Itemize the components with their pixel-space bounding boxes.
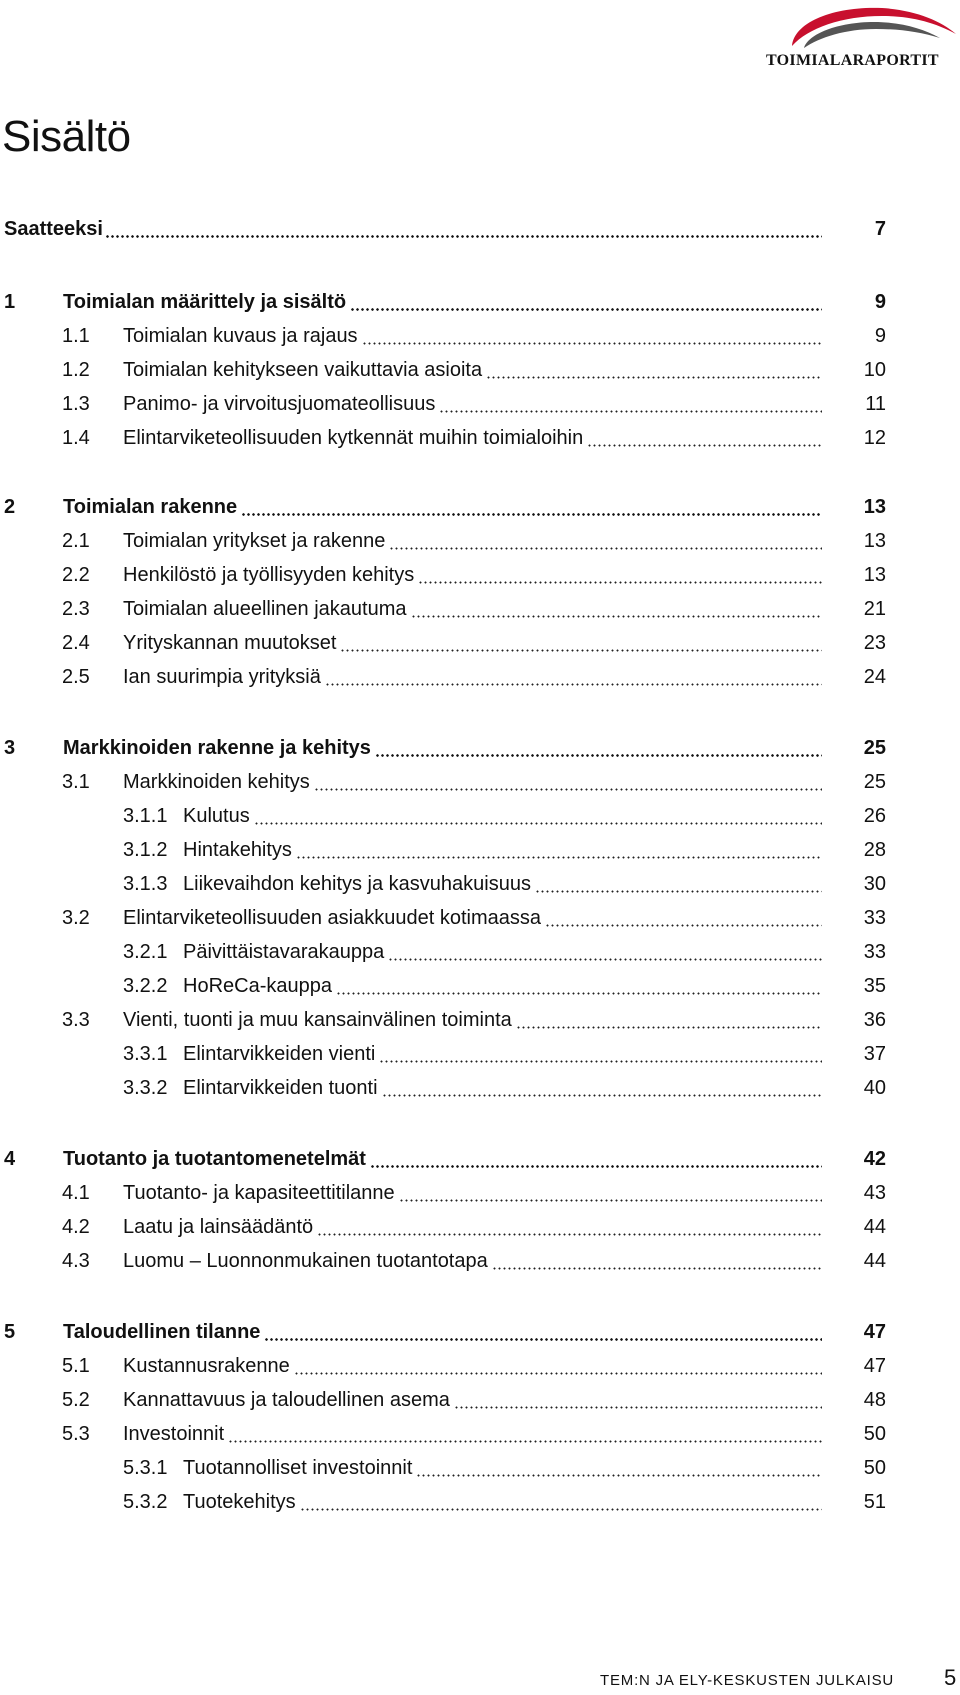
- toc-entry[interactable]: [0, 594, 960, 624]
- toc-entry-page: 36: [863, 1009, 886, 1031]
- toc-entry[interactable]: [0, 1487, 960, 1517]
- toc-entry-page: 35: [863, 975, 886, 997]
- toc-entry-title: Tuotekehitys: [183, 1491, 296, 1513]
- toc-entry-title: HoReCa-kauppa: [183, 975, 332, 997]
- toc-entry[interactable]: [0, 628, 960, 658]
- toc-entry-page: 25: [863, 771, 886, 793]
- toc-entry-number: 2.4: [62, 632, 90, 654]
- toc-entry-page: 42: [863, 1148, 886, 1170]
- toc-entry-page: 47: [863, 1355, 886, 1377]
- toc-entry-title: Markkinoiden rakenne ja kehitys: [63, 737, 371, 759]
- toc-entry[interactable]: [0, 214, 960, 244]
- toc-entry-title: Toimialan yritykset ja rakenne: [123, 530, 386, 552]
- toc-entry[interactable]: [0, 389, 960, 419]
- toc-entry[interactable]: [0, 971, 960, 1001]
- toc-entry-title: Panimo- ja virvoitusjuomateollisuus: [123, 393, 436, 415]
- toc-entry-number: 2.2: [62, 564, 90, 586]
- toc-entry-page: 50: [863, 1457, 886, 1479]
- page-title: Sisältö: [2, 112, 131, 161]
- toc-entry[interactable]: [0, 662, 960, 692]
- toc-entry-title: Kustannusrakenne: [123, 1355, 290, 1377]
- toc-entry-page: 50: [863, 1423, 886, 1445]
- toc-entry-title: Vienti, tuonti ja muu kansainvälinen toiminta: [123, 1009, 512, 1031]
- toc-entry-title: Elintarviketeollisuuden asiakkuudet kotimaassa: [123, 907, 542, 929]
- toc-leader-dots: [105, 235, 822, 238]
- toc-entry[interactable]: [0, 733, 960, 763]
- toc-entry-number: 3.1.2: [123, 839, 168, 861]
- toc-entry-number: 5.3.1: [123, 1457, 168, 1479]
- toc-entry[interactable]: [0, 835, 960, 865]
- toc-entry-number: 5.3.2: [123, 1491, 168, 1513]
- footer-publication: TEM:N JA ELY-KESKUSTEN JULKAISU: [600, 1672, 895, 1689]
- toc-entry-title: Toimialan kuvaus ja rajaus: [123, 325, 358, 347]
- toc-entry-number: 4: [4, 1148, 16, 1170]
- toc-entry-page: 25: [863, 737, 886, 759]
- toc-entry-number: 5.2: [62, 1389, 90, 1411]
- toc-entry-number: 1.4: [62, 427, 90, 449]
- toc-entry-title: Ian suurimpia yrityksiä: [123, 666, 321, 688]
- toc-entry-number: 2.1: [62, 530, 90, 552]
- toc-entry-page: 24: [863, 666, 886, 688]
- toc-entry[interactable]: [0, 801, 960, 831]
- toc-entry-title: Toimialan kehitykseen vaikuttavia asioita: [123, 359, 483, 381]
- toc-entry-page: 23: [863, 632, 886, 654]
- toc-entry[interactable]: [0, 423, 960, 453]
- toc-entry[interactable]: [0, 1453, 960, 1483]
- toc-entry-title: Tuotanto ja tuotantomenetelmät: [63, 1148, 366, 1170]
- toc-entry-title: Luomu – Luonnonmukainen tuotantotapa: [123, 1250, 488, 1272]
- toc-entry-title: Toimialan rakenne: [63, 496, 238, 518]
- toc-entry[interactable]: [0, 287, 960, 317]
- toc-entry-page: 9: [874, 325, 886, 347]
- toc-entry-number: 4.2: [62, 1216, 90, 1238]
- toc-entry-page: 7: [874, 218, 886, 240]
- toc-entry-title: Elintarvikkeiden tuonti: [183, 1077, 378, 1099]
- toc-entry-page: 26: [863, 805, 886, 827]
- toc-entry-page: 9: [874, 291, 886, 313]
- toc-entry[interactable]: [0, 1246, 960, 1276]
- toc-entry-number: 3.2.1: [123, 941, 168, 963]
- toc-entry[interactable]: [0, 869, 960, 899]
- toc-entry-title: Taloudellinen tilanne: [63, 1321, 261, 1343]
- toc-entry-number: 1.3: [62, 393, 90, 415]
- toc-entry-number: 3: [4, 737, 16, 759]
- toc-entry-page: 10: [863, 359, 886, 381]
- toc-entry-page: 30: [863, 873, 886, 895]
- toc-entry-title: Toimialan alueellinen jakautuma: [123, 598, 407, 620]
- toc-entry[interactable]: [0, 355, 960, 385]
- toc-entry-page: 37: [863, 1043, 886, 1065]
- toc-entry-number: 3.3.1: [123, 1043, 168, 1065]
- toc-entry-title: Tuotannolliset investoinnit: [183, 1457, 413, 1479]
- logo-text: TOIMIALARAPORTIT: [766, 52, 939, 69]
- toc-entry-number: 2: [4, 496, 16, 518]
- toc-entry[interactable]: [0, 1317, 960, 1347]
- toc-entry-title: Kannattavuus ja taloudellinen asema: [123, 1389, 450, 1411]
- footer-page-number: 5: [944, 1665, 957, 1690]
- toc-entry[interactable]: [0, 1385, 960, 1415]
- toc-entry-title: Kulutus: [183, 805, 250, 827]
- toc-entry-title: Liikevaihdon kehitys ja kasvuhakuisuus: [183, 873, 531, 895]
- toc-entry-title: Markkinoiden kehitys: [123, 771, 310, 793]
- toc-entry-page: 13: [863, 496, 886, 518]
- toc-entry-page: 44: [863, 1250, 886, 1272]
- toc-entry[interactable]: [0, 1178, 960, 1208]
- toc-entry-number: 3.1: [62, 771, 90, 793]
- toc-entry-page: 33: [863, 907, 886, 929]
- toc-entry[interactable]: [0, 560, 960, 590]
- toc-entry-page: 13: [863, 530, 886, 552]
- toc-entry-title: Laatu ja lainsäädäntö: [123, 1216, 314, 1238]
- toc-entry[interactable]: [0, 1144, 960, 1174]
- toc-entry[interactable]: [0, 1419, 960, 1449]
- toc-entry-number: 4.1: [62, 1182, 90, 1204]
- toc-entry-number: 3.1.1: [123, 805, 168, 827]
- toc-entry[interactable]: [0, 492, 960, 522]
- toc-entry-title: Henkilöstö ja työllisyyden kehitys: [123, 564, 415, 586]
- toc-entry-number: 5.1: [62, 1355, 90, 1377]
- toc-entry-title: Tuotanto- ja kapasiteettitilanne: [123, 1182, 395, 1204]
- toc-entry-number: 3.2: [62, 907, 90, 929]
- toc-entry-number: 1.1: [62, 325, 90, 347]
- toc-entry-page: 13: [863, 564, 886, 586]
- toc-entry[interactable]: [0, 1039, 960, 1069]
- toc-entry-number: 4.3: [62, 1250, 90, 1272]
- toc-entry-number: 5.3: [62, 1423, 90, 1445]
- toc-entry-number: 3.2.2: [123, 975, 168, 997]
- toc-entry-page: 21: [863, 598, 886, 620]
- toc-entry-page: 47: [863, 1321, 886, 1343]
- toc-entry-number: 5: [4, 1321, 16, 1343]
- toc-entry-number: 3.3.2: [123, 1077, 168, 1099]
- toc-entry[interactable]: [0, 767, 960, 797]
- toc-entry-title: Elintarvikkeiden vienti: [183, 1043, 376, 1065]
- toc-entry[interactable]: [0, 526, 960, 556]
- toc-entry-page: 43: [863, 1182, 886, 1204]
- toc-entry-page: 40: [863, 1077, 886, 1099]
- toc-entry[interactable]: [0, 1073, 960, 1103]
- toc-entry-page: 28: [863, 839, 886, 861]
- toc-entry-title: Elintarviketeollisuuden kytkennät muihin toimialoihin: [123, 427, 584, 449]
- toc-entry-title: Hintakehitys: [183, 839, 292, 861]
- toc-entry-number: Saatteeksi: [4, 218, 103, 240]
- toc-entry-title: Yrityskannan muutokset: [123, 632, 337, 654]
- toc-entry-number: 2.5: [62, 666, 90, 688]
- toc-entry-number: 2.3: [62, 598, 90, 620]
- toc-entry-number: 1: [4, 291, 16, 313]
- toc-entry-number: 3.1.3: [123, 873, 168, 895]
- toc-entry[interactable]: [0, 937, 960, 967]
- toc-entry-page: 11: [865, 393, 886, 415]
- toc-entry-page: 51: [863, 1491, 886, 1513]
- toc-entry[interactable]: [0, 1351, 960, 1381]
- toc-entry-number: 1.2: [62, 359, 90, 381]
- toc-entry-page: 48: [863, 1389, 886, 1411]
- toc-entry-number: 3.3: [62, 1009, 90, 1031]
- toc-entry[interactable]: [0, 1212, 960, 1242]
- toc-entry-title: Päivittäistavarakauppa: [183, 941, 385, 963]
- toc-entry-page: 12: [863, 427, 886, 449]
- toc-entry-page: 33: [863, 941, 886, 963]
- toc-entry-title: Investoinnit: [123, 1423, 225, 1445]
- toc-entry-title: Toimialan määrittely ja sisältö: [63, 291, 347, 313]
- toc-entry-page: 44: [863, 1216, 886, 1238]
- toc-entry[interactable]: [0, 1005, 960, 1035]
- toc-entry[interactable]: [0, 321, 960, 351]
- toc-entry[interactable]: [0, 903, 960, 933]
